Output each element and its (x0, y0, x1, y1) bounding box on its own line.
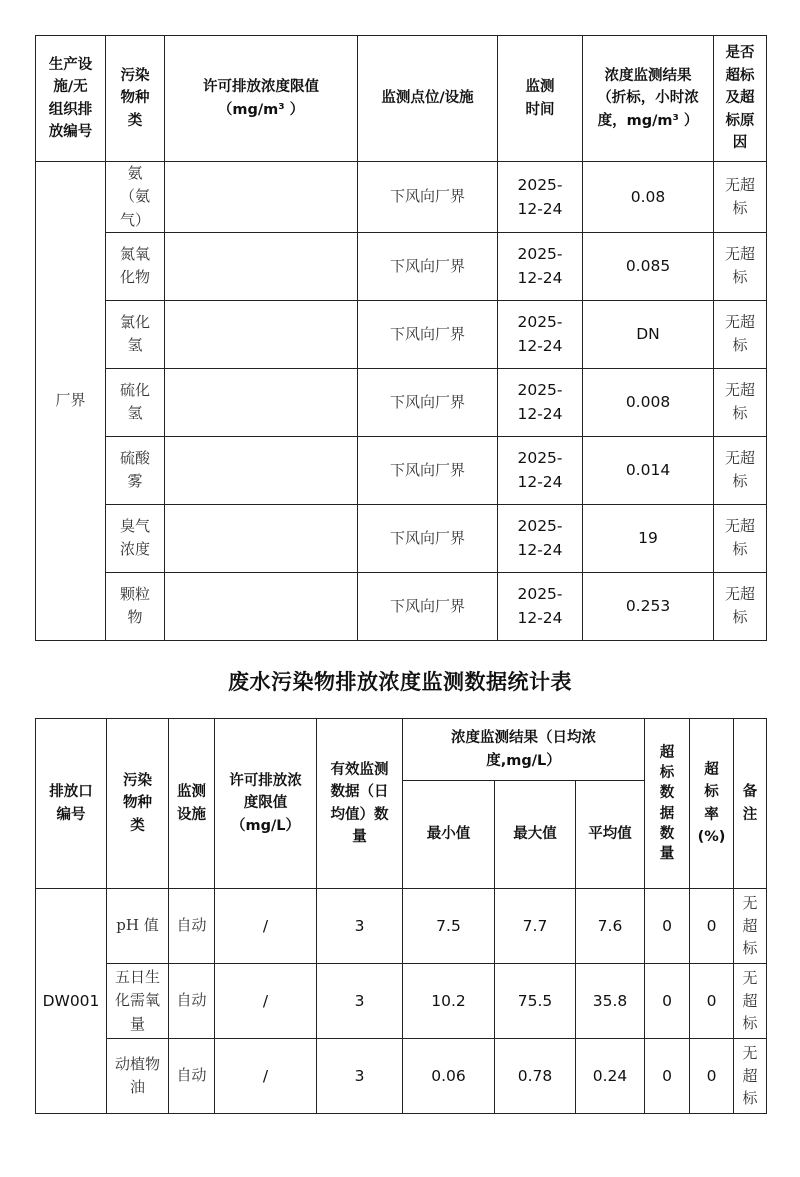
text-line: 排放口 (49, 784, 93, 801)
table-row (36, 1039, 767, 1114)
text-line: 12-24 (517, 473, 563, 492)
text-line: 许可排放浓度限值 (203, 79, 319, 96)
text-line: 监测 (177, 784, 206, 801)
concentration-result-cell: 0.014 (583, 436, 714, 504)
text-line: 12-24 (517, 199, 563, 218)
concentration-result-cell: DN (583, 300, 714, 368)
text-line: 标 (732, 608, 748, 627)
text-line: 据 (659, 805, 675, 822)
text-line: 最大值 (513, 826, 557, 843)
monitoring-point-cell: 下风向厂界 (358, 300, 498, 368)
concentration-result-cell: 0.085 (583, 232, 714, 300)
concentration-result-cell: 0.008 (583, 368, 714, 436)
text-line: 超 (742, 916, 758, 935)
header-exceed-count (645, 719, 690, 889)
text-line: 数据（日 (330, 784, 389, 801)
valid-data-count-cell: 3 (317, 964, 403, 1039)
text-line: 氢 (127, 336, 143, 355)
wastewater-emission-table (35, 718, 767, 1114)
exceed-status-cell (714, 162, 767, 233)
facility-id-cell: 厂界 (36, 162, 106, 641)
remark-cell (734, 889, 767, 964)
text-line: 氢 (127, 404, 143, 423)
text-line: 化需氧 (114, 991, 160, 1010)
header-monitoring-time (498, 36, 583, 162)
monitoring-time-cell (498, 504, 583, 572)
text-line: 量 (352, 828, 367, 845)
text-line: 注 (742, 806, 758, 823)
text-line: 超 (659, 744, 675, 761)
text-line: 超 (742, 1066, 758, 1085)
text-line: pH 值 (116, 916, 159, 935)
text-line: 超 (704, 761, 719, 778)
monitoring-time-cell (498, 300, 583, 368)
text-line: 2025- (517, 175, 563, 194)
air-table-body (36, 162, 767, 641)
text-line: (%) (697, 828, 726, 845)
avg-value-cell: 0.24 (576, 1039, 645, 1114)
text-line: 化物 (119, 268, 150, 287)
pollutant-cell (106, 368, 165, 436)
monitoring-point-cell: 下风向厂界 (358, 232, 498, 300)
text-line: 数 (659, 785, 675, 802)
header-monitoring-point (358, 36, 498, 162)
text-line: （mg/L） (230, 817, 301, 834)
monitoring-point-cell: 下风向厂界 (358, 436, 498, 504)
text-line: 2025- (517, 517, 563, 536)
text-line: 标 (659, 764, 675, 781)
monitoring-point-cell: 下风向厂界 (358, 504, 498, 572)
pollutant-cell (107, 1039, 169, 1114)
text-line: 无超 (724, 245, 755, 263)
text-line: 度,mg/L） (486, 752, 561, 769)
text-line: 浓度监测结果 (604, 67, 692, 84)
pollutant-cell (106, 232, 165, 300)
pollutant-cell (106, 436, 165, 504)
text-line: 许可排放浓 (229, 772, 302, 789)
outlet-id-cell: DW001 (36, 889, 107, 1114)
text-line: 设施 (177, 806, 206, 823)
text-line: 2025- (517, 449, 563, 468)
text-line: 标原 (725, 112, 755, 129)
monitoring-facility-cell: 自动 (169, 1039, 215, 1114)
text-line: 浓度 (119, 540, 150, 559)
remark-cell (734, 964, 767, 1039)
text-line: 标 (742, 1089, 758, 1108)
table-row (36, 436, 767, 504)
monitoring-time-cell (498, 232, 583, 300)
text-line: 物 (127, 608, 143, 627)
header-exceed-rate (690, 719, 734, 889)
text-line: 标 (732, 404, 748, 423)
header-valid-data-count (317, 719, 403, 889)
valid-data-count-cell: 3 (317, 889, 403, 964)
text-line: （mg/m³ ） (217, 101, 305, 118)
text-line: 因 (732, 135, 748, 152)
text-line: 及超 (725, 90, 755, 107)
exceed-status-cell (714, 300, 767, 368)
pollutant-cell (106, 162, 165, 233)
permitted-limit-cell: / (215, 964, 317, 1039)
header-facility-id (36, 36, 106, 162)
text-line: （折标，小时浓 (597, 90, 699, 107)
permitted-limit-cell (165, 572, 358, 640)
text-line: 污染 (123, 772, 152, 789)
air-table-header-row (36, 36, 767, 162)
text-line: 12-24 (517, 609, 563, 628)
wastewater-header-row-1 (36, 719, 767, 781)
monitoring-time-cell (498, 572, 583, 640)
permitted-limit-cell (165, 300, 358, 368)
text-line: 2025- (517, 381, 563, 400)
permitted-limit-cell: / (215, 1039, 317, 1114)
text-line: 均值）数 (330, 806, 389, 823)
text-line: 无超 (724, 313, 755, 331)
concentration-result-cell: 0.08 (583, 162, 714, 233)
pollutant-cell (107, 889, 169, 964)
text-line: 标 (742, 939, 758, 958)
monitoring-time-cell (498, 368, 583, 436)
text-line: 氨 (127, 164, 143, 182)
text-line: 标 (732, 268, 748, 287)
monitoring-facility-cell: 自动 (169, 964, 215, 1039)
permitted-limit-cell (165, 162, 358, 233)
text-line: （氨 (119, 187, 150, 206)
text-line: 放编号 (48, 123, 93, 140)
table-row (36, 232, 767, 300)
header-concentration-result-group (403, 719, 645, 781)
text-line: 量 (129, 1014, 145, 1033)
header-pollutant-type (106, 36, 165, 162)
text-line: 标 (732, 198, 748, 217)
text-line: 无 (742, 969, 758, 988)
text-line: 12-24 (517, 405, 563, 424)
permitted-limit-cell (165, 504, 358, 572)
text-line: 硫酸 (119, 449, 150, 467)
avg-value-cell: 35.8 (576, 964, 645, 1039)
permitted-limit-cell (165, 232, 358, 300)
exceed-status-cell (714, 572, 767, 640)
permitted-limit-cell: / (215, 889, 317, 964)
text-line: 超标 (725, 67, 755, 84)
permitted-limit-cell (165, 436, 358, 504)
header-concentration-result (583, 36, 714, 162)
text-line: 最小值 (426, 826, 471, 843)
max-value-cell: 0.78 (495, 1039, 576, 1114)
text-line: 组织排 (48, 101, 93, 118)
header-avg-value (576, 781, 645, 889)
text-line: 标 (704, 784, 719, 801)
text-line: 度限值 (243, 795, 288, 812)
text-line: 臭气 (119, 517, 150, 535)
text-line: 监测点位/设施 (381, 90, 474, 107)
remark-cell (734, 1039, 767, 1114)
header-permitted-limit (165, 36, 358, 162)
header-remark (734, 719, 767, 889)
text-line: 五日生 (114, 968, 160, 987)
monitoring-facility-cell: 自动 (169, 889, 215, 964)
table-row (36, 368, 767, 436)
text-line: 颗粒 (119, 585, 150, 603)
text-line: 标 (732, 472, 748, 491)
exceed-status-cell (714, 232, 767, 300)
pollutant-cell (106, 572, 165, 640)
text-line: 无 (742, 894, 758, 913)
header-max-value (495, 781, 576, 889)
text-line: 时间 (525, 101, 555, 118)
text-line: 生产设 (48, 56, 93, 73)
text-line: 平均值 (588, 826, 632, 843)
text-line: 油 (129, 1078, 145, 1096)
text-line: 率 (704, 806, 719, 823)
min-value-cell: 7.5 (403, 889, 495, 964)
text-line: 氮氧 (119, 245, 150, 263)
wastewater-table-body (36, 889, 767, 1114)
text-line: 备 (742, 784, 758, 801)
text-line: 氯化 (119, 313, 150, 331)
exceed-status-cell (714, 504, 767, 572)
table-row (36, 162, 767, 233)
air-emission-table (35, 35, 767, 641)
text-line: 物种 (123, 795, 152, 812)
exceed-rate-cell: 0 (690, 964, 734, 1039)
table-row (36, 300, 767, 368)
avg-value-cell: 7.6 (576, 889, 645, 964)
table-row (36, 889, 767, 964)
header-monitoring-facility (169, 719, 215, 889)
exceed-count-cell: 0 (645, 964, 690, 1039)
monitoring-time-cell (498, 162, 583, 233)
text-line: 标 (732, 336, 748, 355)
text-line: 无超 (724, 517, 755, 535)
header-pollutant-type (107, 719, 169, 889)
text-line: 12-24 (517, 337, 563, 356)
text-line: 量 (659, 846, 675, 863)
text-line: 浓度监测结果（日均浓 (451, 730, 596, 747)
monitoring-point-cell: 下风向厂界 (358, 162, 498, 233)
min-value-cell: 10.2 (403, 964, 495, 1039)
text-line: 无超 (724, 585, 755, 603)
text-line: 无超 (724, 175, 755, 194)
text-line: 监测 (525, 79, 555, 96)
text-line: 气） (119, 210, 150, 229)
header-permitted-limit (215, 719, 317, 889)
text-line: 硫化 (119, 381, 150, 399)
text-line: 2025- (517, 245, 563, 264)
table-row (36, 504, 767, 572)
pollutant-cell (106, 300, 165, 368)
exceed-count-cell: 0 (645, 889, 690, 964)
pollutant-cell (107, 964, 169, 1039)
text-line: 度，mg/m³ ） (597, 112, 699, 129)
table-row (36, 964, 767, 1039)
concentration-result-cell: 19 (583, 504, 714, 572)
header-min-value (403, 781, 495, 889)
exceed-status-cell (714, 436, 767, 504)
exceed-status-cell (714, 368, 767, 436)
text-line: 动植物 (114, 1054, 160, 1073)
text-line: 施/无 (53, 79, 88, 96)
text-line: 12-24 (517, 269, 563, 288)
text-line: 2025- (517, 313, 563, 332)
text-line: 2025- (517, 585, 563, 604)
text-line: 类 (127, 112, 143, 129)
text-line: 超 (742, 991, 758, 1010)
text-line: 污染 (120, 67, 150, 84)
max-value-cell: 7.7 (495, 889, 576, 964)
valid-data-count-cell: 3 (317, 1039, 403, 1114)
monitoring-point-cell: 下风向厂界 (358, 368, 498, 436)
text-line: 标 (742, 1014, 758, 1033)
concentration-result-cell: 0.253 (583, 572, 714, 640)
header-exceed-status (714, 36, 767, 162)
text-line: 无超 (724, 449, 755, 467)
table-row (36, 572, 767, 640)
exceed-rate-cell: 0 (690, 1039, 734, 1114)
header-outlet-id (36, 719, 107, 889)
text-line: 雾 (127, 472, 143, 491)
max-value-cell: 75.5 (495, 964, 576, 1039)
text-line: 物种 (120, 90, 150, 107)
text-line: 12-24 (517, 541, 563, 560)
text-line: 标 (732, 540, 748, 559)
text-line: 是否 (725, 45, 755, 62)
text-line: 编号 (56, 806, 86, 823)
monitoring-time-cell (498, 436, 583, 504)
text-line: 类 (130, 817, 145, 834)
exceed-rate-cell: 0 (690, 889, 734, 964)
min-value-cell: 0.06 (403, 1039, 495, 1114)
text-line: 无超 (724, 381, 755, 399)
text-line: 有效监测 (330, 761, 389, 778)
wastewater-table-title: 废水污染物排放浓度监测数据统计表 (228, 670, 572, 694)
monitoring-point-cell: 下风向厂界 (358, 572, 498, 640)
text-line: 数 (659, 825, 675, 842)
pollutant-cell (106, 504, 165, 572)
permitted-limit-cell (165, 368, 358, 436)
exceed-count-cell: 0 (645, 1039, 690, 1114)
text-line: 无 (742, 1044, 758, 1063)
